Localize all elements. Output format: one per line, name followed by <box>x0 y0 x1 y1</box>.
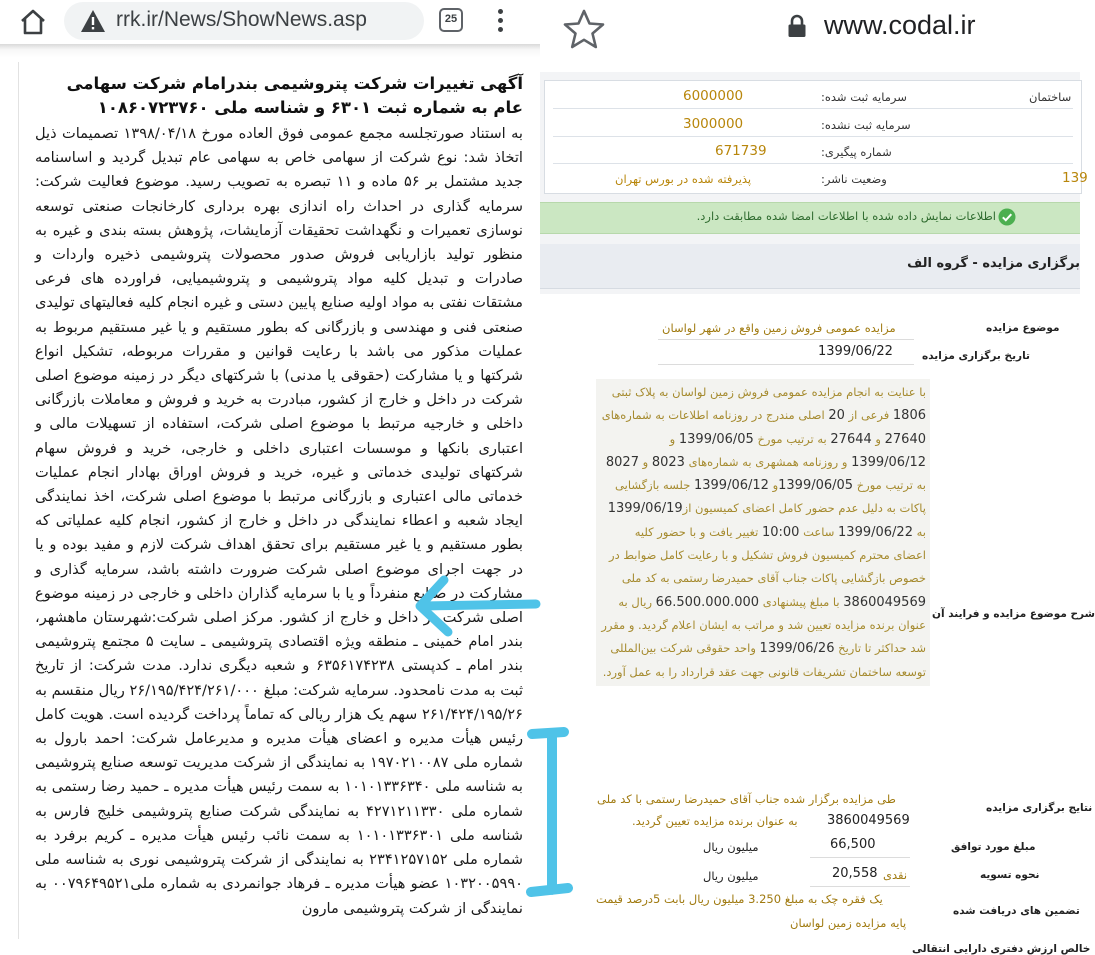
address-bar[interactable] <box>64 2 424 40</box>
description-text: اصلی مندرج در روزنامه اطلاعات به شماره‌های <box>601 408 829 423</box>
description-number: 8027 <box>605 454 639 470</box>
subject-label: موضوع مزایده <box>986 322 1060 334</box>
tabs-icon[interactable]: 25 <box>439 8 463 32</box>
description-value <box>596 379 930 686</box>
description-number: 1399/06/05 <box>778 478 854 494</box>
description-text: با عنایت به انجام مزایده عمومی فروش زمین لواسان به پلاک ثبتی <box>611 385 926 399</box>
book-value: 20,558 <box>832 866 878 881</box>
description-text: و روزنامه همشهری به شماره‌های <box>684 454 852 469</box>
status-label: وضعیت ناشر: <box>821 172 887 186</box>
guarantee-value-1: یک فقره چک به مبلغ 3.250 میلیون ریال بابت 5درصد قیمت <box>596 892 883 906</box>
description-text: و <box>871 431 885 446</box>
description-text: و <box>638 454 652 469</box>
result-value: طی مزایده برگزار شده جناب آقای حمیدرضا رستمی با کد ملی <box>597 792 896 806</box>
book-unit: میلیون ریال <box>703 869 759 883</box>
value-underline <box>658 364 914 365</box>
description-text: به ترتیب مورخ <box>753 431 831 446</box>
date-value: 1399/06/22 <box>818 344 893 359</box>
description-label: شرح موضوع مزایده و فرایند آن <box>932 608 1095 620</box>
description-number: 10:00 <box>761 524 800 540</box>
auction-details <box>540 294 1095 955</box>
company-info-table <box>544 80 1088 194</box>
result-id: 3860049569 <box>827 813 910 828</box>
table-divider <box>553 163 1073 164</box>
bracket-marker <box>526 728 576 898</box>
description-number: 27644 <box>830 431 872 447</box>
side-label: ساختمان <box>1029 90 1072 104</box>
unregistered-capital-value: 3000000 <box>683 116 744 132</box>
settlement-value: نقدی <box>883 868 908 882</box>
arrow-marker <box>412 574 540 644</box>
side-number: 139 <box>1062 170 1088 186</box>
news-article <box>18 62 537 939</box>
amount-value: 66,500 <box>830 837 876 852</box>
notice-text: اطلاعات نمایش داده شده با اطلاعات امضا شده مطابقت دارد. <box>696 209 996 223</box>
left-browser-toolbar <box>0 0 540 44</box>
description-number: 66.500.000.000 <box>655 594 760 610</box>
value-underline <box>658 339 914 340</box>
check-icon <box>998 208 1016 226</box>
description-text: و <box>768 478 779 493</box>
description-text: با مبلغ پیشنهادی <box>759 594 844 609</box>
tracking-value: 671739 <box>715 143 767 159</box>
star-icon[interactable] <box>562 8 606 50</box>
menu-icon[interactable] <box>495 7 505 35</box>
description-number: 1399/06/12 <box>851 454 926 470</box>
description-number: 27640 <box>884 431 926 447</box>
registered-capital-label: سرمایه ثبت شده: <box>821 90 907 104</box>
verification-notice <box>540 202 1080 234</box>
guarantee-value-2: پایه مزایده زمین لواسان <box>790 916 907 930</box>
date-label: تاریخ برگزاری مزایده <box>922 350 1030 362</box>
url-text: rrk.ir/News/ShowNews.asp <box>116 8 367 31</box>
registered-capital-value: 6000000 <box>683 88 744 104</box>
description-text: ریال به عنوان برنده مزایده تعیین شد و مراتب به ایشان اعلام گردید. و مقرر شد حداکثر تا تاریخ <box>601 594 926 656</box>
warning-icon[interactable] <box>80 9 106 33</box>
description-text: جلسه بازگشایی پاکات به دلیل عدم حضور کامل اعضای کمیسیون از <box>615 478 926 516</box>
toolbar-shadow <box>0 44 540 58</box>
table-divider <box>553 108 1073 109</box>
description-number: 20 <box>828 408 845 424</box>
value-underline <box>810 886 910 887</box>
news-title: آگهی تغییرات شرکت پتروشیمی بندرامام شرکت سهامی عام به شماره ثبت ۶۳۰۱ و شناسه ملی ۱۰۸۶۰۷۲۳۷۶۰ <box>66 74 523 117</box>
description-number: 1399/06/05 <box>678 431 754 447</box>
tracking-label: شماره پیگیری: <box>821 145 892 159</box>
description-number: 1399/06/12 <box>693 478 769 494</box>
description-text: و <box>669 431 679 446</box>
description-text: تغییر یافت و با حضور کلیه اعضای محترم کمیسیون فروش تشکیل و با رعایت کامل ضوابط در خصوص بازگشایی پاکات جناب آقای حمیدرضا رستمی به کد ملی <box>609 524 926 586</box>
description-text: ساعت <box>799 524 839 539</box>
description-number: 1399/06/19 <box>607 501 683 517</box>
description-number: 1399/06/22 <box>838 524 913 540</box>
description-number: 1399/06/26 <box>759 641 835 657</box>
table-divider <box>553 136 1073 137</box>
description-number: 8023 <box>651 454 685 470</box>
guarantee-label: تضمین های دریافت شده <box>953 905 1080 917</box>
description-text: فرعی از <box>844 408 893 423</box>
result-label: نتایج برگزاری مزایده <box>986 802 1093 814</box>
lock-icon[interactable] <box>787 14 807 38</box>
description-text: واحد حقوقی شرکت بین‌المللی توسعه ساختمان تشریفات قانونی جهت عقد قرارداد را به عمل آورد. <box>602 641 926 679</box>
status-value: پذیرفته شده در بورس تهران <box>615 172 752 186</box>
amount-unit: میلیون ریال <box>703 840 759 854</box>
settlement-label: نحوه تسویه <box>980 869 1040 881</box>
description-text: به ترتیب مورخ <box>853 478 926 493</box>
value-underline <box>810 857 910 858</box>
subject-value: مزایده عمومی فروش زمین واقع در شهر لواسان <box>662 321 896 335</box>
result-suffix: به عنوان برنده مزایده تعیین گردید. <box>632 814 798 828</box>
description-text: به <box>912 524 926 539</box>
url-text: www.codal.ir <box>824 10 976 40</box>
book-value-label: خالص ارزش دفتری دارایی انتقالی <box>912 943 1091 955</box>
right-browser-pane <box>540 0 1095 955</box>
description-number: 3860049569 <box>843 594 926 610</box>
left-browser-pane <box>0 0 540 939</box>
amount-label: مبلغ مورد توافق <box>951 841 1036 853</box>
section-title: برگزاری مزایده - گروه الف <box>907 256 1080 271</box>
description-number: 1806 <box>892 408 926 424</box>
section-header <box>540 244 1080 289</box>
codal-page <box>540 72 1095 955</box>
right-browser-toolbar <box>540 0 1080 64</box>
unregistered-capital-label: سرمایه ثبت نشده: <box>821 118 911 132</box>
home-icon[interactable] <box>18 7 48 37</box>
news-body: به استناد صورتجلسه مجمع عمومی فوق العاده مورخ ۱۳۹۸/۰۴/۱۸ تصمیمات ذیل اتخاذ شد: نوع شرکت از سهامی خاص به سهامی عام تبدیل گردید و اساسنامه جدید مشتمل بر ۵۶ ماده و ۱۱ تبصره به تصویب رسید. موضوع فعالیت شرکت: سرمایه گذاری در احداث راه اندازی بهره برداری کارخانجات صنعتی توسعه نوسازی تعمیرات و نگهداشت تحقیقات آزمایشات، پژوهش بسته بندی و غیره به منظور تولید بازاریابی فروش صدور محصولات پتروشیمی ذخیره واردات و صادرات و تبدیل کلیه مواد پتروشیمی و پتروشیمیایی، فراورده های فرعی مشتقات نفتی به مواد اولیه صنایع پایین دستی و غیره انجام کلیه فعالیتهای تولیدی صنعتی فنی و مهندسی و بازرگانی که بطور مستقیم و یا غیر مستقیم مربوط به عملیات مذکور می باشد با رعایت قوانین و مقررات مربوطه، تشکیل انواع شرکتها و یا مشارکت (حقوقی یا مدنی) با شرکتهای دیگر در زمینه موضوع اصلی شرکت در داخل و خارج از کشور، مبادرت به خرید و فروش و معاملات بازرگانی داخلی و خارجیه مرتبط با موضوع اصلی شرکت، استفاده از تسهیلات مالی و اعتباری بانکها و موسسات اعتباری داخلی و خارجی، خرید و فروش سهام شرکتهای تولیدی خدماتی و غیره، خرید و فروش اوراق بهادار انجام عملیات خدماتی مالی اعتباری و بازرگانی مرتبط با موضوع اصلی شرکت، اخذ نمایندگی ایجاد شعبه و اعطاء نمایندگی در داخل و خارج از کشور، انجام کلیه عملیاتی که بطور مستقیم و یا غیر مستقیم برای تحقق اهداف شرکت لازم و مفید بوده و یا در جهت اجرای موضوع اصلی شرکت ضرورت داشته باشد، سرمایه گذاری و مشارکت در صنایع منفرداً و یا با سرمایه گذاران داخلی و خارجی در زمینه موضوع اصلی شرکت در داخل و خارج از کشور. مرکز اصلی شرکت:شهرستان ماهشهر، بندر امام خمینی ـ منطقه ویژه اقتصادی پتروشیمی ـ سایت ۵ مجتمع پتروشیمی بندر امام ـ کدپستی ۶۳۵۶۱۷۴۲۳۸ و شعبه دیگری ندارد. مدت شرکت: از تاریخ ثبت به مدت نامحدود. سرمایه شرکت: مبلغ ۲۶/۱۹۵/۴۲۴/۲۶۱/۰۰۰ ریال منقسم به ۲۶۱/۴۲۴/۱۹۵/۲۶ سهم یک هزار ریالی که تماماً پرداخت گردیده است. هویت کامل رئیس هیأت مدیره و اعضای هیأت مدیره و مدیرعامل شرکت: احمد بارول به شماره ملی ۱۹۷۰۲۱۰۰۸۷ به نمایندگی از شرکت مدیریت توسعه صنایع پتروشیمی به شناسه ملی ۱۰۱۰۱۳۳۶۳۴۰ به سمت رئیس هیأت مدیره ـ حمید رضا رستمی به شماره ملی ۴۲۷۱۲۱۱۳۳۰ به نمایندگی شرکت صنایع پتروشیمی خلیج فارس به شناسه ملی ۱۰۱۰۱۳۳۶۳۰۱ به سمت نائب رئیس هیأت مدیره ـ کریم برفرد به شماره ملی ۲۳۴۱۲۵۷۱۵۲ به نمایندگی از شرکت پتروشیمی نوری به شناسه ملی ۱۰۳۲۰۰۵۹۹۰ عضو هیأت مدیره ـ فرهاد جوانمردی به شماره ملی۰۰۷۹۶۴۹۵۲۱ به نمایندگی از شرکت پتروشیمی مارون <box>35 125 524 917</box>
